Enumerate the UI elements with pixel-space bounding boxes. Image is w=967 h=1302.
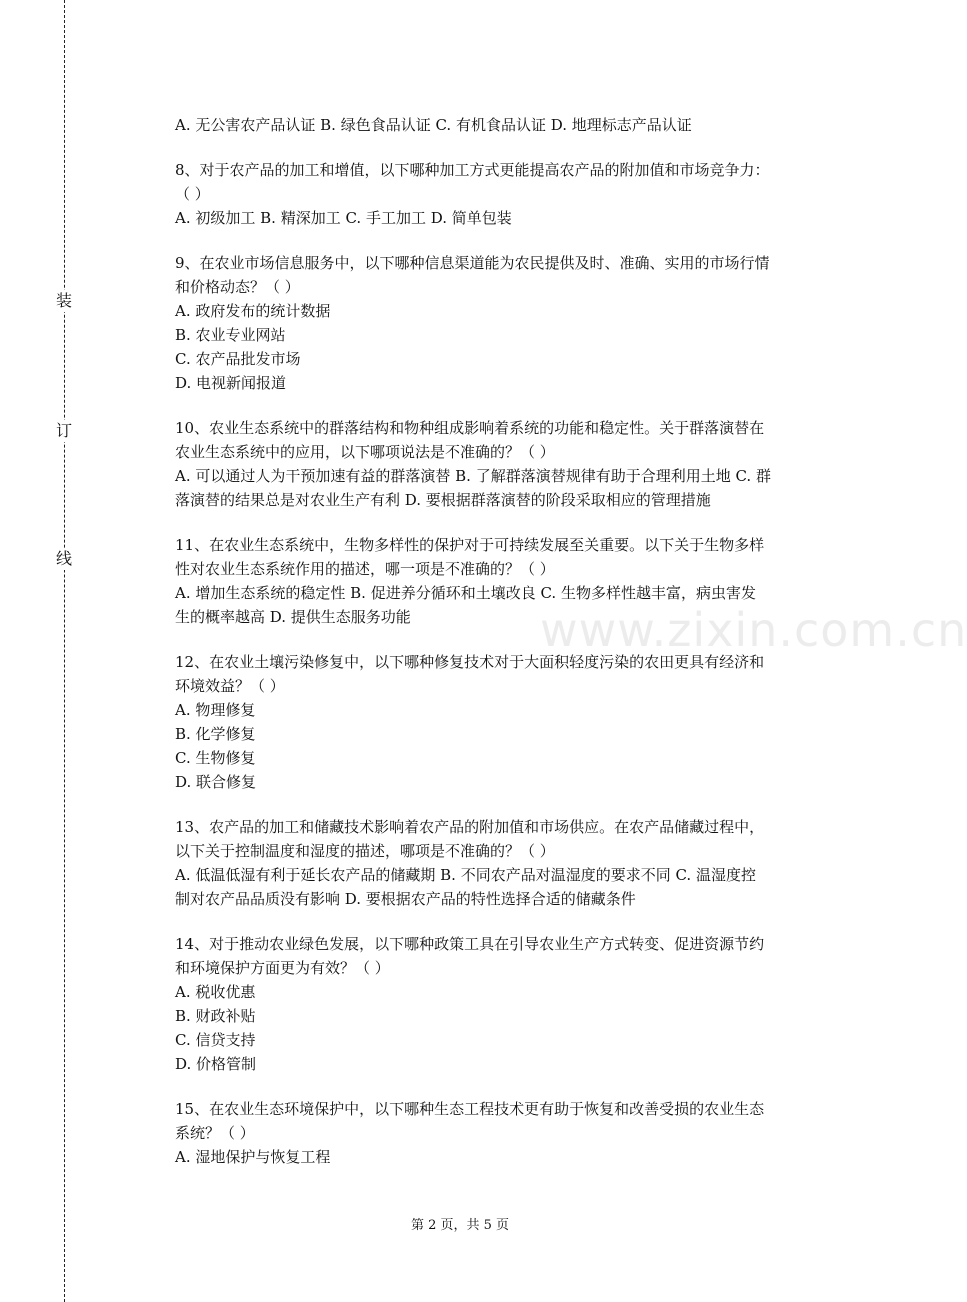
binding-char-xian: 线 [53, 548, 75, 570]
question-block [175, 533, 820, 629]
question-line: A. 湿地保护与恢复工程 [175, 1148, 331, 1166]
binding-char-zhuang: 装 [53, 290, 75, 312]
question-line: 系统？（ ） [175, 1124, 255, 1142]
question-line: 和环境保护方面更为有效？（ ） [175, 959, 390, 977]
question-line: 农业生态系统中的应用，以下哪项说法是不准确的？（ ） [175, 443, 555, 461]
question-line: 9、在农业市场信息服务中，以下哪种信息渠道能为农民提供及时、准确、实用的市场行情 [175, 254, 770, 272]
question-line: A. 初级加工 B. 精深加工 C. 手工加工 D. 简单包装 [175, 209, 512, 227]
binding-char-ding: 订 [53, 420, 75, 442]
question-block [175, 815, 820, 911]
question-line: D. 联合修复 [175, 773, 257, 791]
question-line: 12、在农业土壤污染修复中，以下哪种修复技术对于大面积轻度污染的农田更具有经济和 [175, 653, 765, 671]
question-line: A. 可以通过人为干预加速有益的群落演替 B. 了解群落演替规律有助于合理利用土地 C. 群 [175, 467, 771, 485]
question-line: A. 税收优惠 [175, 983, 256, 1001]
question-line: 落演替的结果总是对农业生产有利 D. 要根据群落演替的阶段采取相应的管理措施 [175, 491, 711, 509]
question-line: 以下关于控制温度和湿度的描述，哪项是不准确的？（ ） [175, 842, 555, 860]
question-line: 11、在农业生态系统中，生物多样性的保护对于可持续发展至关重要。以下关于生物多样 [175, 536, 765, 554]
question-line: B. 化学修复 [175, 725, 256, 743]
question-line: 8、对于农产品的加工和增值，以下哪种加工方式更能提高农产品的附加值和市场竞争力： [175, 161, 770, 179]
question-line: 13、农产品的加工和储藏技术影响着农产品的附加值和市场供应。在农产品储藏过程中， [175, 818, 765, 836]
question-line: 10、农业生态系统中的群落结构和物种组成影响着系统的功能和稳定性。关于群落演替在 [175, 419, 765, 437]
page-footer: 第 2 页，共 5 页 [410, 1218, 510, 1233]
question-block [175, 416, 820, 512]
watermark: www.zixin.com.cn [540, 603, 967, 657]
question-line: C. 信贷支持 [175, 1031, 256, 1049]
question-line: 环境效益？（ ） [175, 677, 285, 695]
question-line: 制对农产品品质没有影响 D. 要根据农产品的特性选择合适的储藏条件 [175, 890, 636, 908]
question-line: C. 农产品批发市场 [175, 350, 301, 368]
question-line: 和价格动态？（ ） [175, 278, 300, 296]
question-line: 性对农业生态系统作用的描述，哪一项是不准确的？（ ） [175, 560, 555, 578]
question-block [175, 158, 820, 230]
question-block [175, 251, 820, 395]
question-line: D. 价格管制 [175, 1055, 257, 1073]
binding-dashed-line [64, 0, 65, 1302]
question-line: 生的概率越高 D. 提供生态服务功能 [175, 608, 411, 626]
question-line: B. 农业专业网站 [175, 326, 286, 344]
question-line: A. 物理修复 [175, 701, 256, 719]
question-block [175, 1097, 820, 1169]
question-line: （ ） [175, 185, 210, 203]
question-list [175, 113, 820, 1190]
question-line: 14、对于推动农业绿色发展，以下哪种政策工具在引导农业生产方式转变、促进资源节约 [175, 935, 765, 953]
question-line: B. 财政补贴 [175, 1007, 256, 1025]
question-line: A. 增加生态系统的稳定性 B. 促进养分循环和土壤改良 C. 生物多样性越丰富，病虫害发 [175, 584, 756, 602]
question-line: A. 政府发布的统计数据 [175, 302, 331, 320]
question-line: D. 电视新闻报道 [175, 374, 287, 392]
question-block [175, 113, 820, 137]
question-line: 15、在农业生态环境保护中，以下哪种生态工程技术更有助于恢复和改善受损的农业生态 [175, 1100, 765, 1118]
question-line: C. 生物修复 [175, 749, 256, 767]
question-block [175, 932, 820, 1076]
question-line: A. 无公害农产品认证 B. 绿色食品认证 C. 有机食品认证 D. 地理标志产品认证 [175, 116, 692, 134]
question-block [175, 650, 820, 794]
question-line: A. 低温低湿有利于延长农产品的储藏期 B. 不同农产品对温湿度的要求不同 C. 温湿度控 [175, 866, 756, 884]
